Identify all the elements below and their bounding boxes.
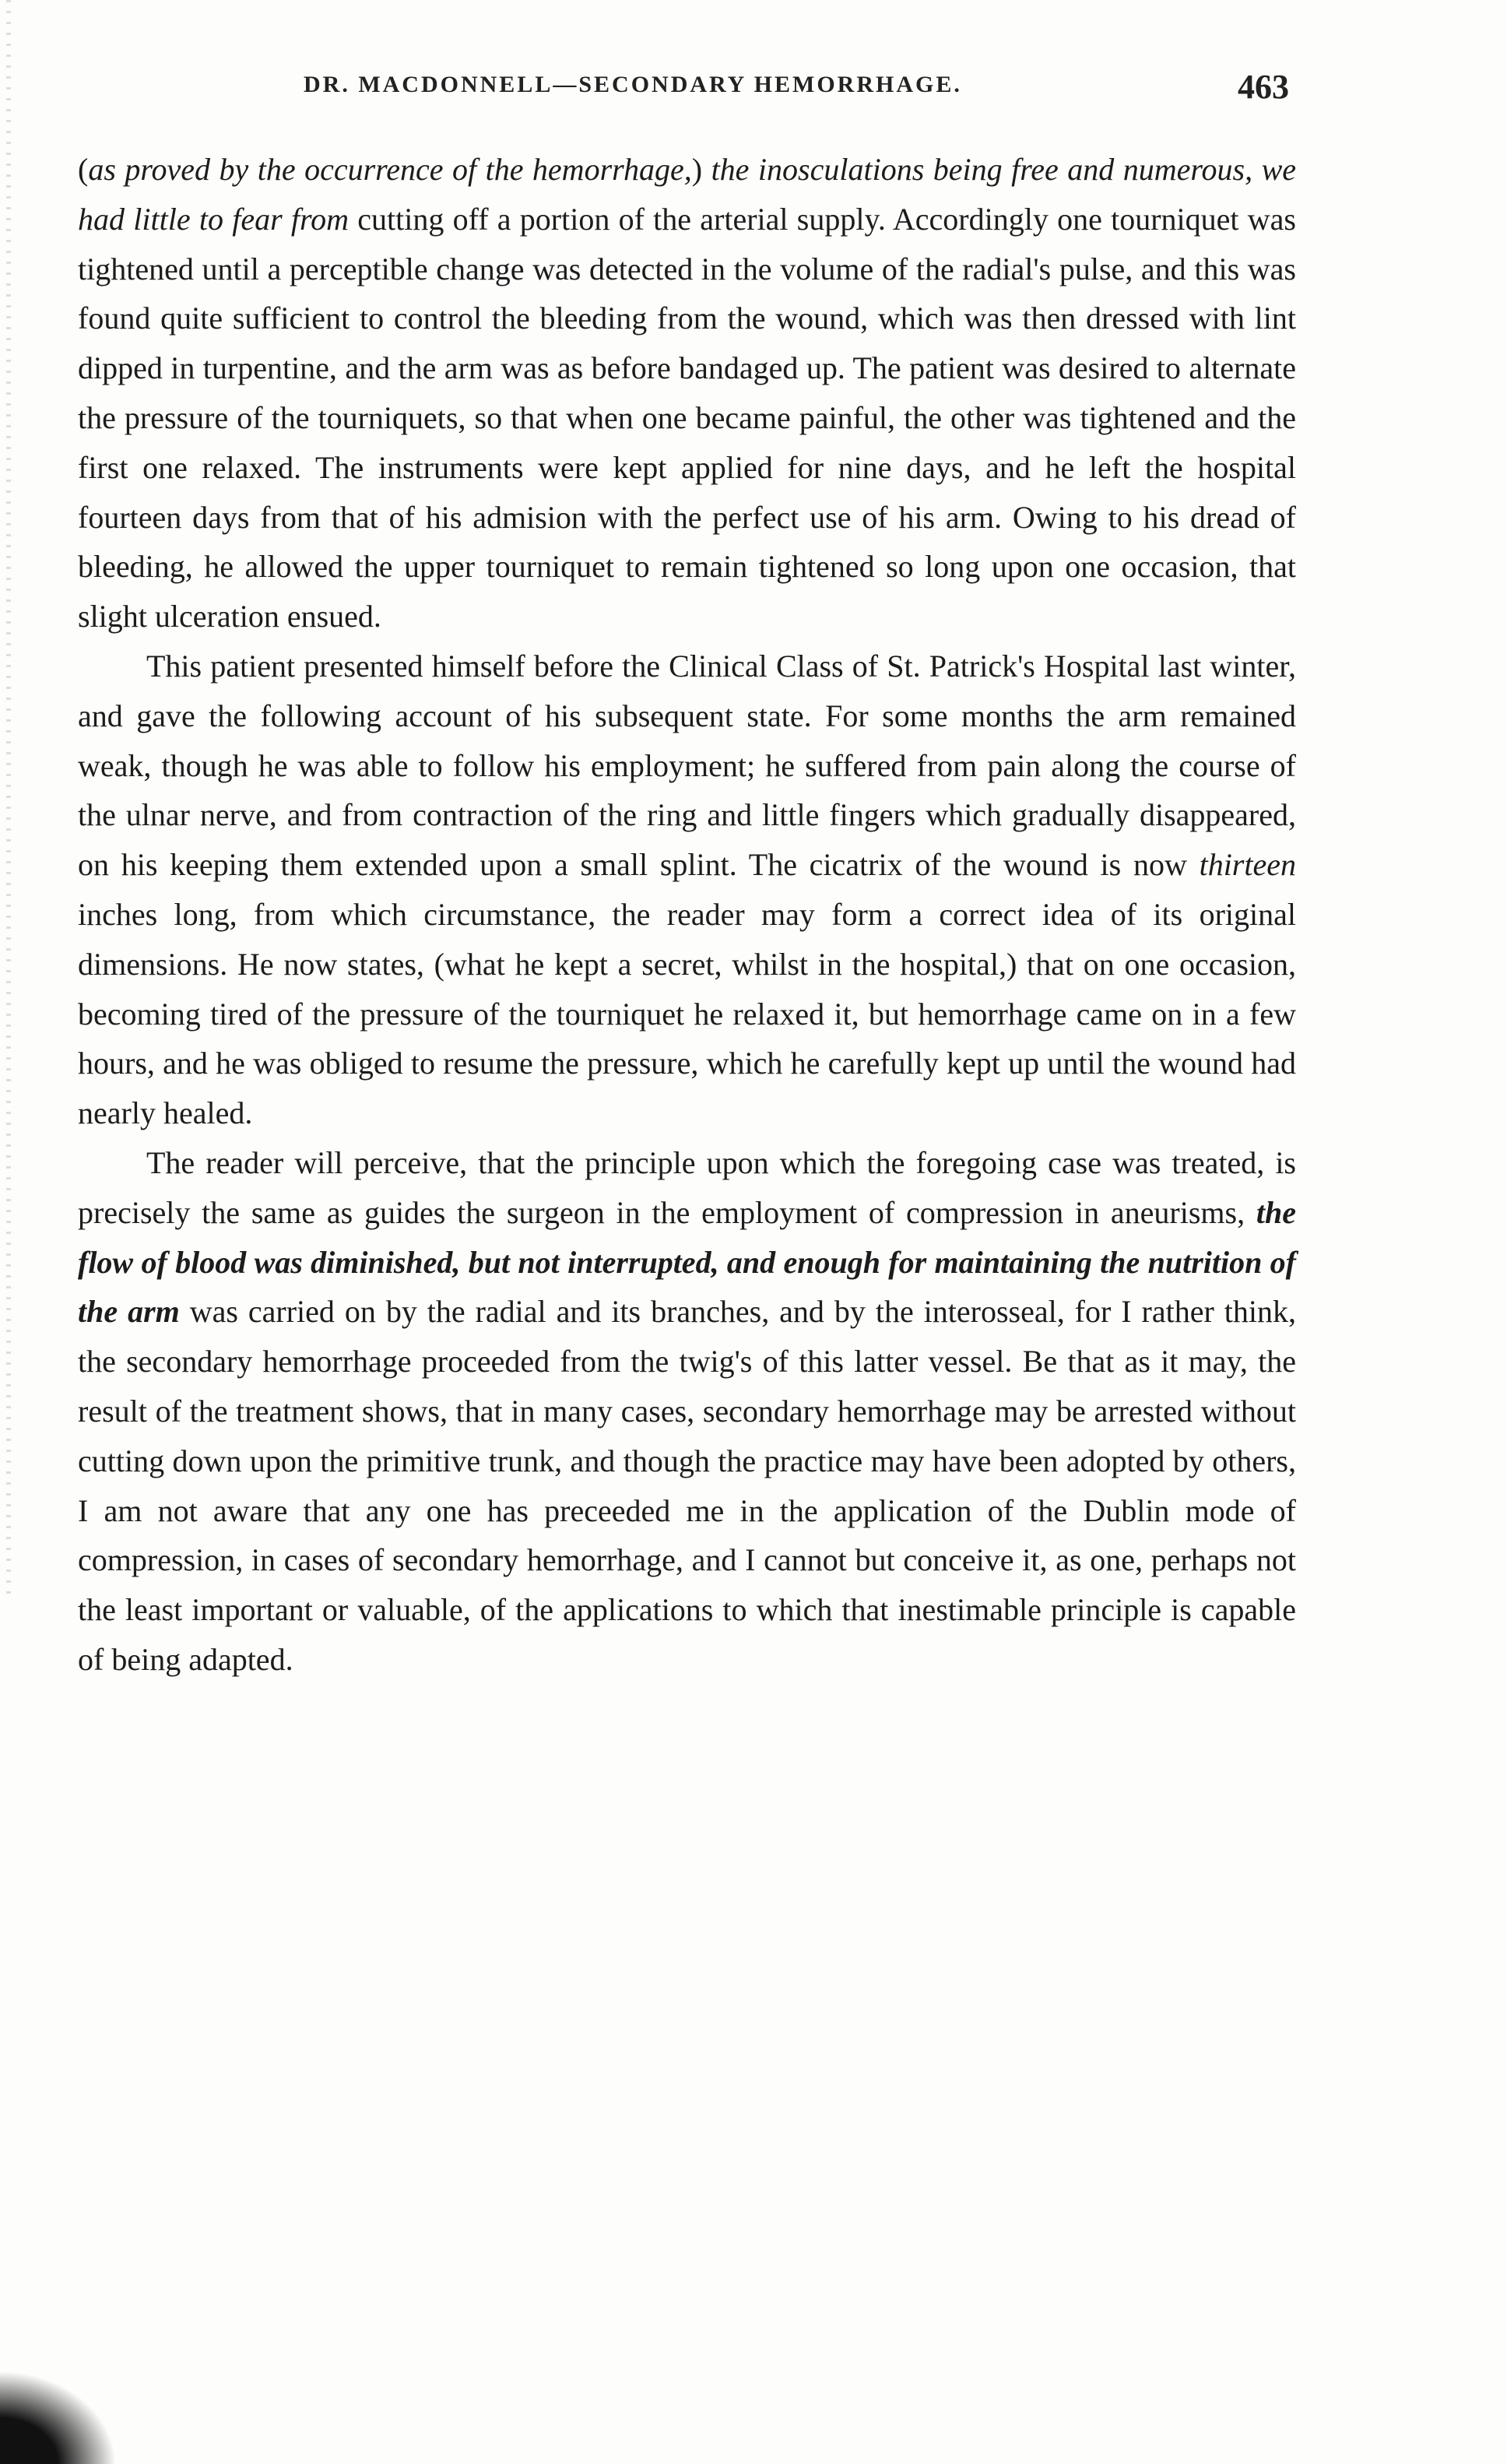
italic-segment: thirteen [1199, 847, 1296, 883]
text-segment: cutting off a portion of the arterial supply. Accordingly one tourniquet was tightened until a perceptible change was detected in the volume of the radial's pulse, and this was found quite sufficient to control the bleeding from the wound, which was then dressed with lint dipped in turpentine, and the arm was as before bandaged up. The patient was desired to alternate the pressure of the tourniquets, so that when one became painful, the other was tightened and the first one relaxed. The instruments were kept applied for nine days, and he left the hospital fourteen days from that of his admision with the perfect use of his arm. Owing to his dread of bleeding, he allowed the upper tourniquet to remain tightened so long upon one occasion, that slight ulceration ensued. [78, 201, 1296, 634]
text-segment: inches long, from which circumstance, the reader may form a correct idea of its original dimensions. He now states, (what he kept a secret, whilst in the hospital,) that on one occasion, becoming tired of the pressure of the tourniquet he relaxed it, but hemorrhage came on in a few hours, and he was obliged to resume the pressure, which he carefully kept up until the wound had nearly healed. [78, 896, 1296, 1131]
paragraph-3 [78, 1138, 1296, 1685]
text-segment: ) [691, 152, 711, 187]
page-number: 463 [1238, 68, 1289, 106]
body-text [78, 145, 1296, 1685]
italic-segment: as proved by the occurrence of the hemorrhage, [88, 152, 692, 187]
paragraph-2 [78, 641, 1296, 1138]
text-segment: was carried on by the radial and its branches, and by the interosseal, for I rather think, the secondary hemorrhage proceeded from the twig's of this latter vessel. Be that as it may, the result of the treatment shows, that in many cases, secondary hemorrhage may be arrested without cutting down upon the primitive trunk, and though the practice may have been adopted by others, I am not aware that any one has preceeded me in the application of the Dublin mode of compression, in cases of secondary hemorrhage, and I cannot but conceive it, as one, perhaps not the least important or valuable, of the applications to which that inestimable principle is capable of being adapted. [78, 1294, 1297, 1677]
italic-segment: the inosculations being free and numerous, we had little to fear from [78, 152, 1297, 237]
bold-italic-segment: the flow of blood was diminished, but not interrupted, and enough for maintaining the nutrition of the arm [78, 1194, 1296, 1330]
text-segment: ( [78, 152, 89, 187]
text-segment: The reader will perceive, that the principle upon which the foregoing case was treated, is precisely the same as guides the surgeon in the employment of compression in aneurisms, [78, 1144, 1296, 1230]
text-segment: This patient presented himself before the Clinical Class of St. Patrick's Hospital last winter, and gave the following account of his subsequent state. For some months the arm remained weak, though he was able to follow his employment; he suffered from pain along the course of the ulnar nerve, and from contraction of the ring and little fingers which gradually disappeared, on his keeping them extended upon a small splint. The cicatrix of the wound is now [78, 648, 1296, 883]
page-corner-shadow [0, 2371, 117, 2464]
paragraph-1 [78, 145, 1296, 641]
binding-edge [6, 0, 11, 1596]
running-title: DR. MACDONNELL—SECONDARY HEMORRHAGE. [304, 72, 962, 97]
